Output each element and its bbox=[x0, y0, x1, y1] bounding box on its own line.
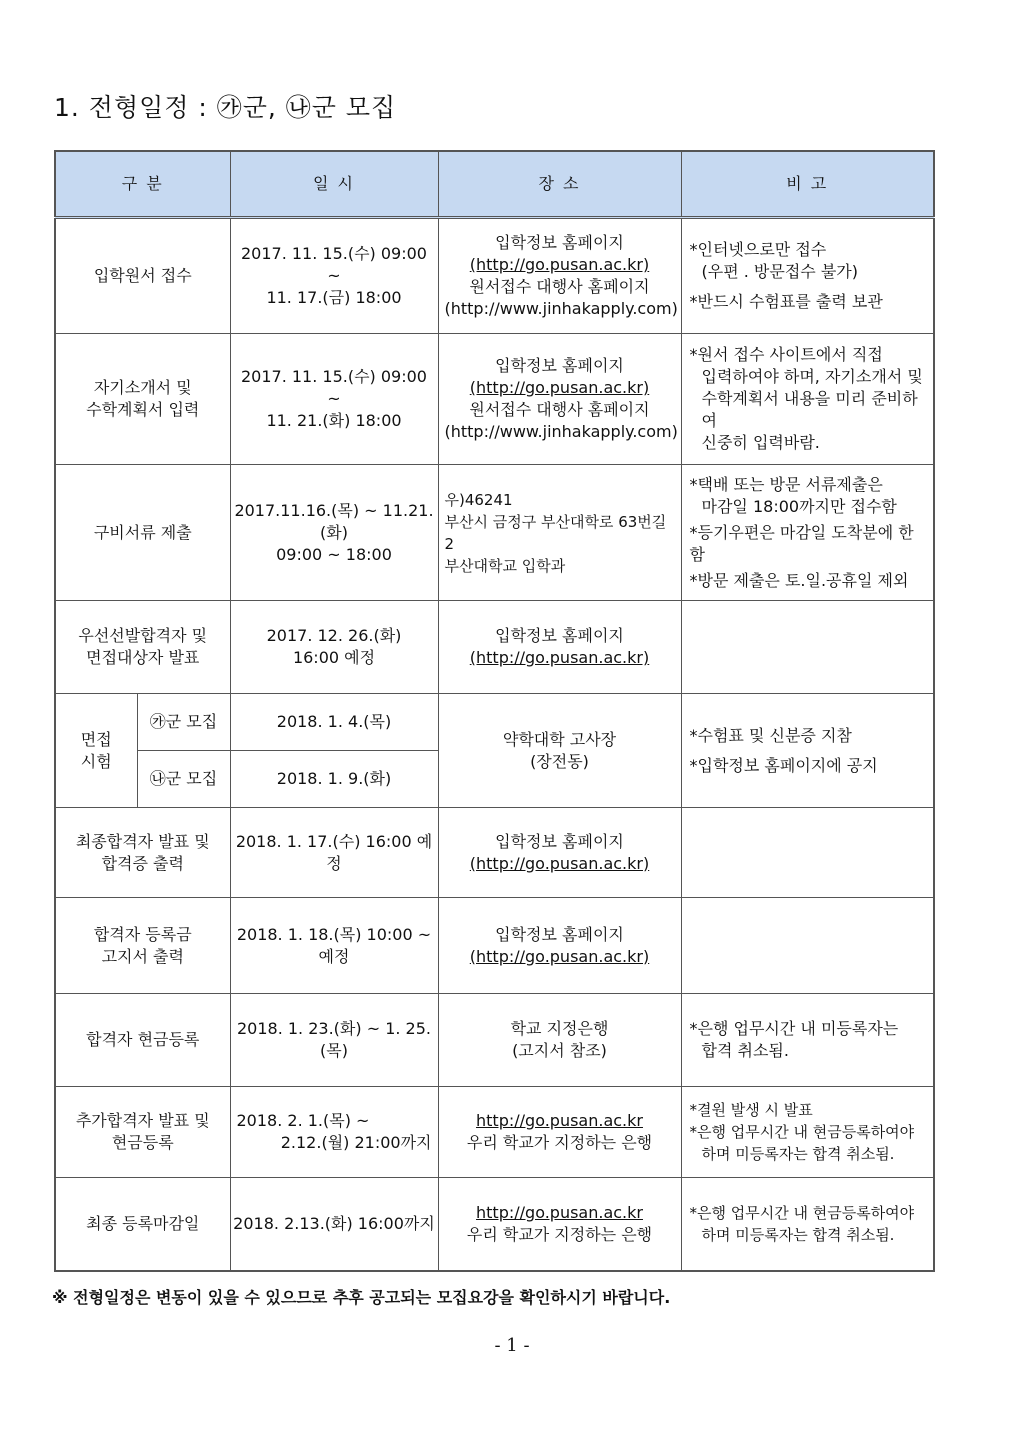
table-header-row bbox=[55, 151, 934, 218]
cell-date: 2018. 2.13.(화) 16:00까지 bbox=[230, 1178, 438, 1271]
table-row bbox=[55, 898, 934, 994]
table-row bbox=[55, 218, 934, 334]
header-bigo: 비 고 bbox=[681, 151, 934, 218]
cell-note bbox=[681, 601, 934, 694]
cell-note: *은행 업무시간 내 현금등록하여야 하며 미등록자는 합격 취소됨. bbox=[681, 1178, 934, 1271]
cell-gubun: 합격자 현금등록 bbox=[55, 994, 230, 1087]
cell-note: *은행 업무시간 내 미등록자는 합격 취소됨. bbox=[681, 994, 934, 1087]
homepage-link[interactable]: http://go.pusan.ac.kr bbox=[476, 1202, 643, 1222]
table-row-interview bbox=[55, 694, 934, 751]
cell-date: 2018. 1. 4.(목) bbox=[230, 694, 438, 751]
cell-note: *인터넷으로만 접수 (우편 . 방문접수 불가) *반드시 수험표를 출력 보관 bbox=[681, 218, 934, 334]
page-number: - 1 - bbox=[494, 1335, 530, 1356]
cell-note bbox=[681, 898, 934, 994]
cell-date: 2018. 1. 9.(화) bbox=[230, 751, 438, 808]
cell-gubun: 입학원서 접수 bbox=[55, 218, 230, 334]
cell-note: *택배 또는 방문 서류제출은 마감일 18:00까지만 접수함 *등기우편은 마감일 도착분에 한함 *방문 제출은 토.일.공휴일 제외 bbox=[681, 465, 934, 601]
cell-date: 2018. 1. 18.(목) 10:00 ~ 예정 bbox=[230, 898, 438, 994]
cell-place: 입학정보 홈페이지 (http://go.pusan.ac.kr) bbox=[438, 898, 681, 994]
cell-date: 2017. 11. 15.(수) 09:00 ~ 11. 17.(금) 18:00 bbox=[230, 218, 438, 334]
cell-place: 입학정보 홈페이지 (http://go.pusan.ac.kr) bbox=[438, 808, 681, 898]
cell-interview-group-b: ㉯군 모집 bbox=[137, 751, 230, 808]
page-title: 1. 전형일정 : ㉮군, ㉯군 모집 bbox=[54, 93, 397, 122]
header-gubun: 구 분 bbox=[55, 151, 230, 218]
footnote: ※ 전형일정은 변동이 있을 수 있으므로 추후 공고되는 모집요강을 확인하시기 바랍니다. bbox=[52, 1288, 671, 1307]
homepage-link[interactable]: (http://go.pusan.ac.kr) bbox=[469, 648, 650, 667]
homepage-link[interactable]: (http://go.pusan.ac.kr) bbox=[469, 853, 650, 873]
agency-link[interactable]: (http://www.jinhakapply.com) bbox=[444, 422, 678, 441]
cell-note: *수험표 및 신분증 지참 *입학정보 홈페이지에 공지 bbox=[681, 694, 934, 808]
cell-gubun: 최종 등록마감일 bbox=[55, 1178, 230, 1271]
schedule-table bbox=[54, 150, 935, 1272]
header-ilsi: 일 시 bbox=[230, 151, 438, 218]
cell-gubun: 우선선발합격자 및 면접대상자 발표 bbox=[55, 601, 230, 694]
cell-gubun: 구비서류 제출 bbox=[55, 465, 230, 601]
table-row bbox=[55, 994, 934, 1087]
cell-date: 2017. 11. 15.(수) 09:00 ~ 11. 21.(화) 18:00 bbox=[230, 334, 438, 465]
cell-place: 우)46241 부산시 금정구 부산대학로 63번길 2 부산대학교 입학과 bbox=[438, 465, 681, 601]
cell-date: 2017. 12. 26.(화) 16:00 예정 bbox=[230, 601, 438, 694]
cell-gubun: 추가합격자 발표 및 현금등록 bbox=[55, 1087, 230, 1178]
table-row bbox=[55, 334, 934, 465]
table-row bbox=[55, 808, 934, 898]
cell-note: *결원 발생 시 발표 *은행 업무시간 내 현금등록하여야 하며 미등록자는 합격 취소됨. bbox=[681, 1087, 934, 1178]
table-row bbox=[55, 1087, 934, 1178]
cell-note bbox=[681, 808, 934, 898]
cell-place: 입학정보 홈페이지 (http://go.pusan.ac.kr) 원서접수 대행사 홈페이지 (http://www.jinhakapply.com) bbox=[438, 334, 681, 465]
cell-gubun: 자기소개서 및 수학계획서 입력 bbox=[55, 334, 230, 465]
cell-gubun: 합격자 등록금 고지서 출력 bbox=[55, 898, 230, 994]
cell-date: 2018. 2. 1.(목) ~ 2.12.(월) 21:00까지 bbox=[230, 1087, 438, 1178]
cell-date: 2018. 1. 17.(수) 16:00 예정 bbox=[230, 808, 438, 898]
cell-note: *원서 접수 사이트에서 직접 입력하여야 하며, 자기소개서 및 수학계획서 내용을 미리 준비하여 신중히 입력바람. bbox=[681, 334, 934, 465]
cell-interview-label: 면접 시험 bbox=[55, 694, 137, 808]
cell-place: 약학대학 고사장 (장전동) bbox=[438, 694, 681, 808]
homepage-link[interactable]: (http://go.pusan.ac.kr) bbox=[469, 378, 650, 397]
cell-place: 입학정보 홈페이지 (http://go.pusan.ac.kr) bbox=[438, 601, 681, 694]
cell-place: http://go.pusan.ac.kr 우리 학교가 지정하는 은행 bbox=[438, 1178, 681, 1271]
table-row bbox=[55, 601, 934, 694]
table-row bbox=[55, 465, 934, 601]
table-row bbox=[55, 1178, 934, 1271]
agency-link[interactable]: (http://www.jinhakapply.com) bbox=[444, 299, 678, 318]
homepage-link[interactable]: (http://go.pusan.ac.kr) bbox=[469, 946, 650, 966]
cell-date: 2017.11.16.(목) ~ 11.21.(화) 09:00 ~ 18:00 bbox=[230, 465, 438, 601]
cell-date: 2018. 1. 23.(화) ~ 1. 25.(목) bbox=[230, 994, 438, 1087]
cell-place: 학교 지정은행 (고지서 참조) bbox=[438, 994, 681, 1087]
homepage-link[interactable]: (http://go.pusan.ac.kr) bbox=[469, 255, 650, 274]
cell-place: http://go.pusan.ac.kr 우리 학교가 지정하는 은행 bbox=[438, 1087, 681, 1178]
cell-gubun: 최종합격자 발표 및 합격증 출력 bbox=[55, 808, 230, 898]
header-jangso: 장 소 bbox=[438, 151, 681, 218]
cell-place: 입학정보 홈페이지 (http://go.pusan.ac.kr) 원서접수 대행사 홈페이지 (http://www.jinhakapply.com) bbox=[438, 218, 681, 334]
homepage-link[interactable]: http://go.pusan.ac.kr bbox=[476, 1111, 643, 1130]
cell-interview-group-a: ㉮군 모집 bbox=[137, 694, 230, 751]
